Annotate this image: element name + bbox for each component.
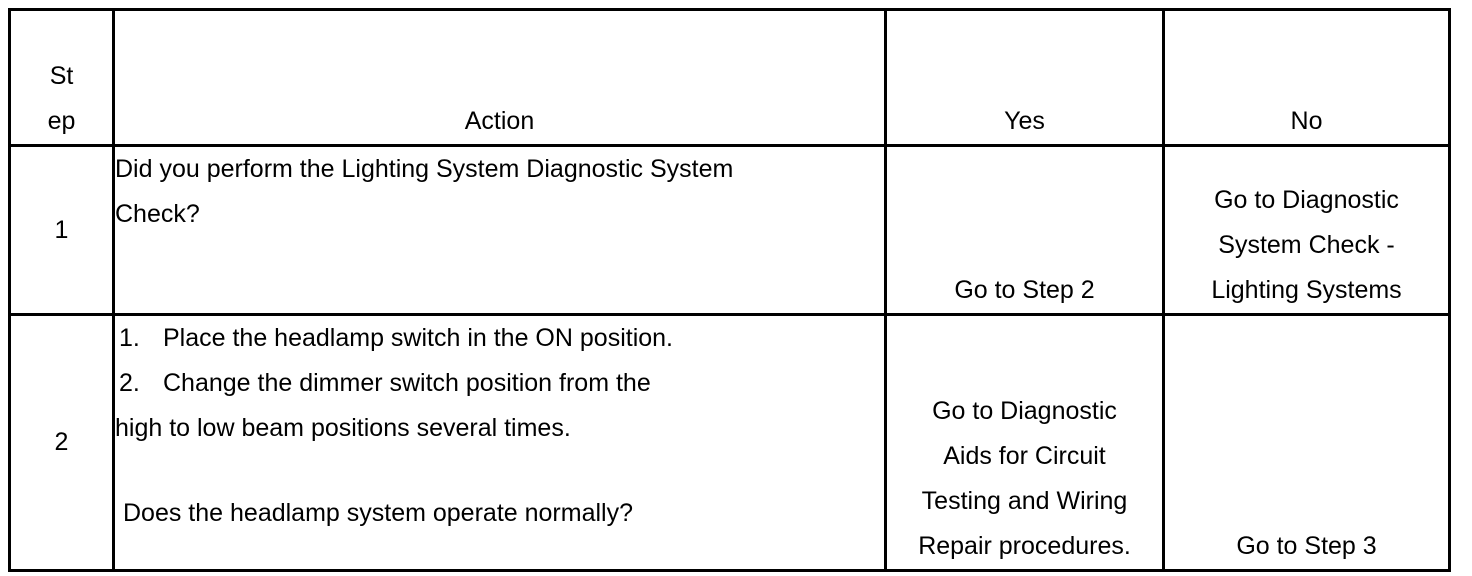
list-number: 2. bbox=[119, 368, 140, 397]
header-step bbox=[10, 10, 114, 146]
yes-text: Go to Diagnostic bbox=[932, 397, 1117, 425]
table-header-row bbox=[10, 10, 1450, 146]
no-text: Lighting Systems bbox=[1211, 275, 1402, 304]
no-text: Go to Diagnostic bbox=[1214, 185, 1399, 214]
no-text: Go to Step 3 bbox=[1236, 532, 1377, 560]
action-text: Check? bbox=[115, 200, 200, 229]
no-cell bbox=[1164, 146, 1450, 314]
yes-text: Aids for Circuit bbox=[943, 442, 1106, 470]
table-row bbox=[10, 146, 1450, 314]
list-text: Place the headlamp switch in the ON position. bbox=[163, 323, 673, 352]
header-step-line1: St bbox=[49, 62, 74, 91]
action-cell bbox=[114, 314, 886, 570]
no-cell bbox=[1164, 314, 1450, 570]
action-question: Does the headlamp system operate normally? bbox=[123, 498, 633, 527]
spacer bbox=[115, 451, 884, 491]
yes-cell bbox=[886, 314, 1164, 570]
header-step-line2: ep bbox=[47, 107, 76, 136]
step-number: 1 bbox=[10, 146, 114, 314]
action-list-item bbox=[115, 316, 884, 361]
diagnostic-table bbox=[8, 8, 1451, 572]
diagnostic-table-frame bbox=[8, 8, 1448, 572]
no-text: System Check - bbox=[1218, 230, 1395, 259]
yes-text: Repair procedures. bbox=[918, 532, 1131, 560]
list-number: 1. bbox=[119, 323, 140, 352]
yes-text: Testing and Wiring bbox=[921, 487, 1128, 515]
list-text: Change the dimmer switch position from the bbox=[163, 368, 651, 397]
action-text: Did you perform the Lighting System Diagnostic System bbox=[115, 155, 734, 184]
action-continuation: high to low beam positions several times. bbox=[115, 413, 571, 442]
yes-text: Go to Step 2 bbox=[954, 275, 1095, 304]
header-yes: Yes bbox=[886, 10, 1164, 146]
header-no: No bbox=[1164, 10, 1450, 146]
action-cell bbox=[114, 146, 886, 314]
action-list-item bbox=[115, 361, 884, 406]
step-number: 2 bbox=[10, 314, 114, 570]
yes-cell bbox=[886, 146, 1164, 314]
table-row bbox=[10, 314, 1450, 570]
header-action: Action bbox=[114, 10, 886, 146]
